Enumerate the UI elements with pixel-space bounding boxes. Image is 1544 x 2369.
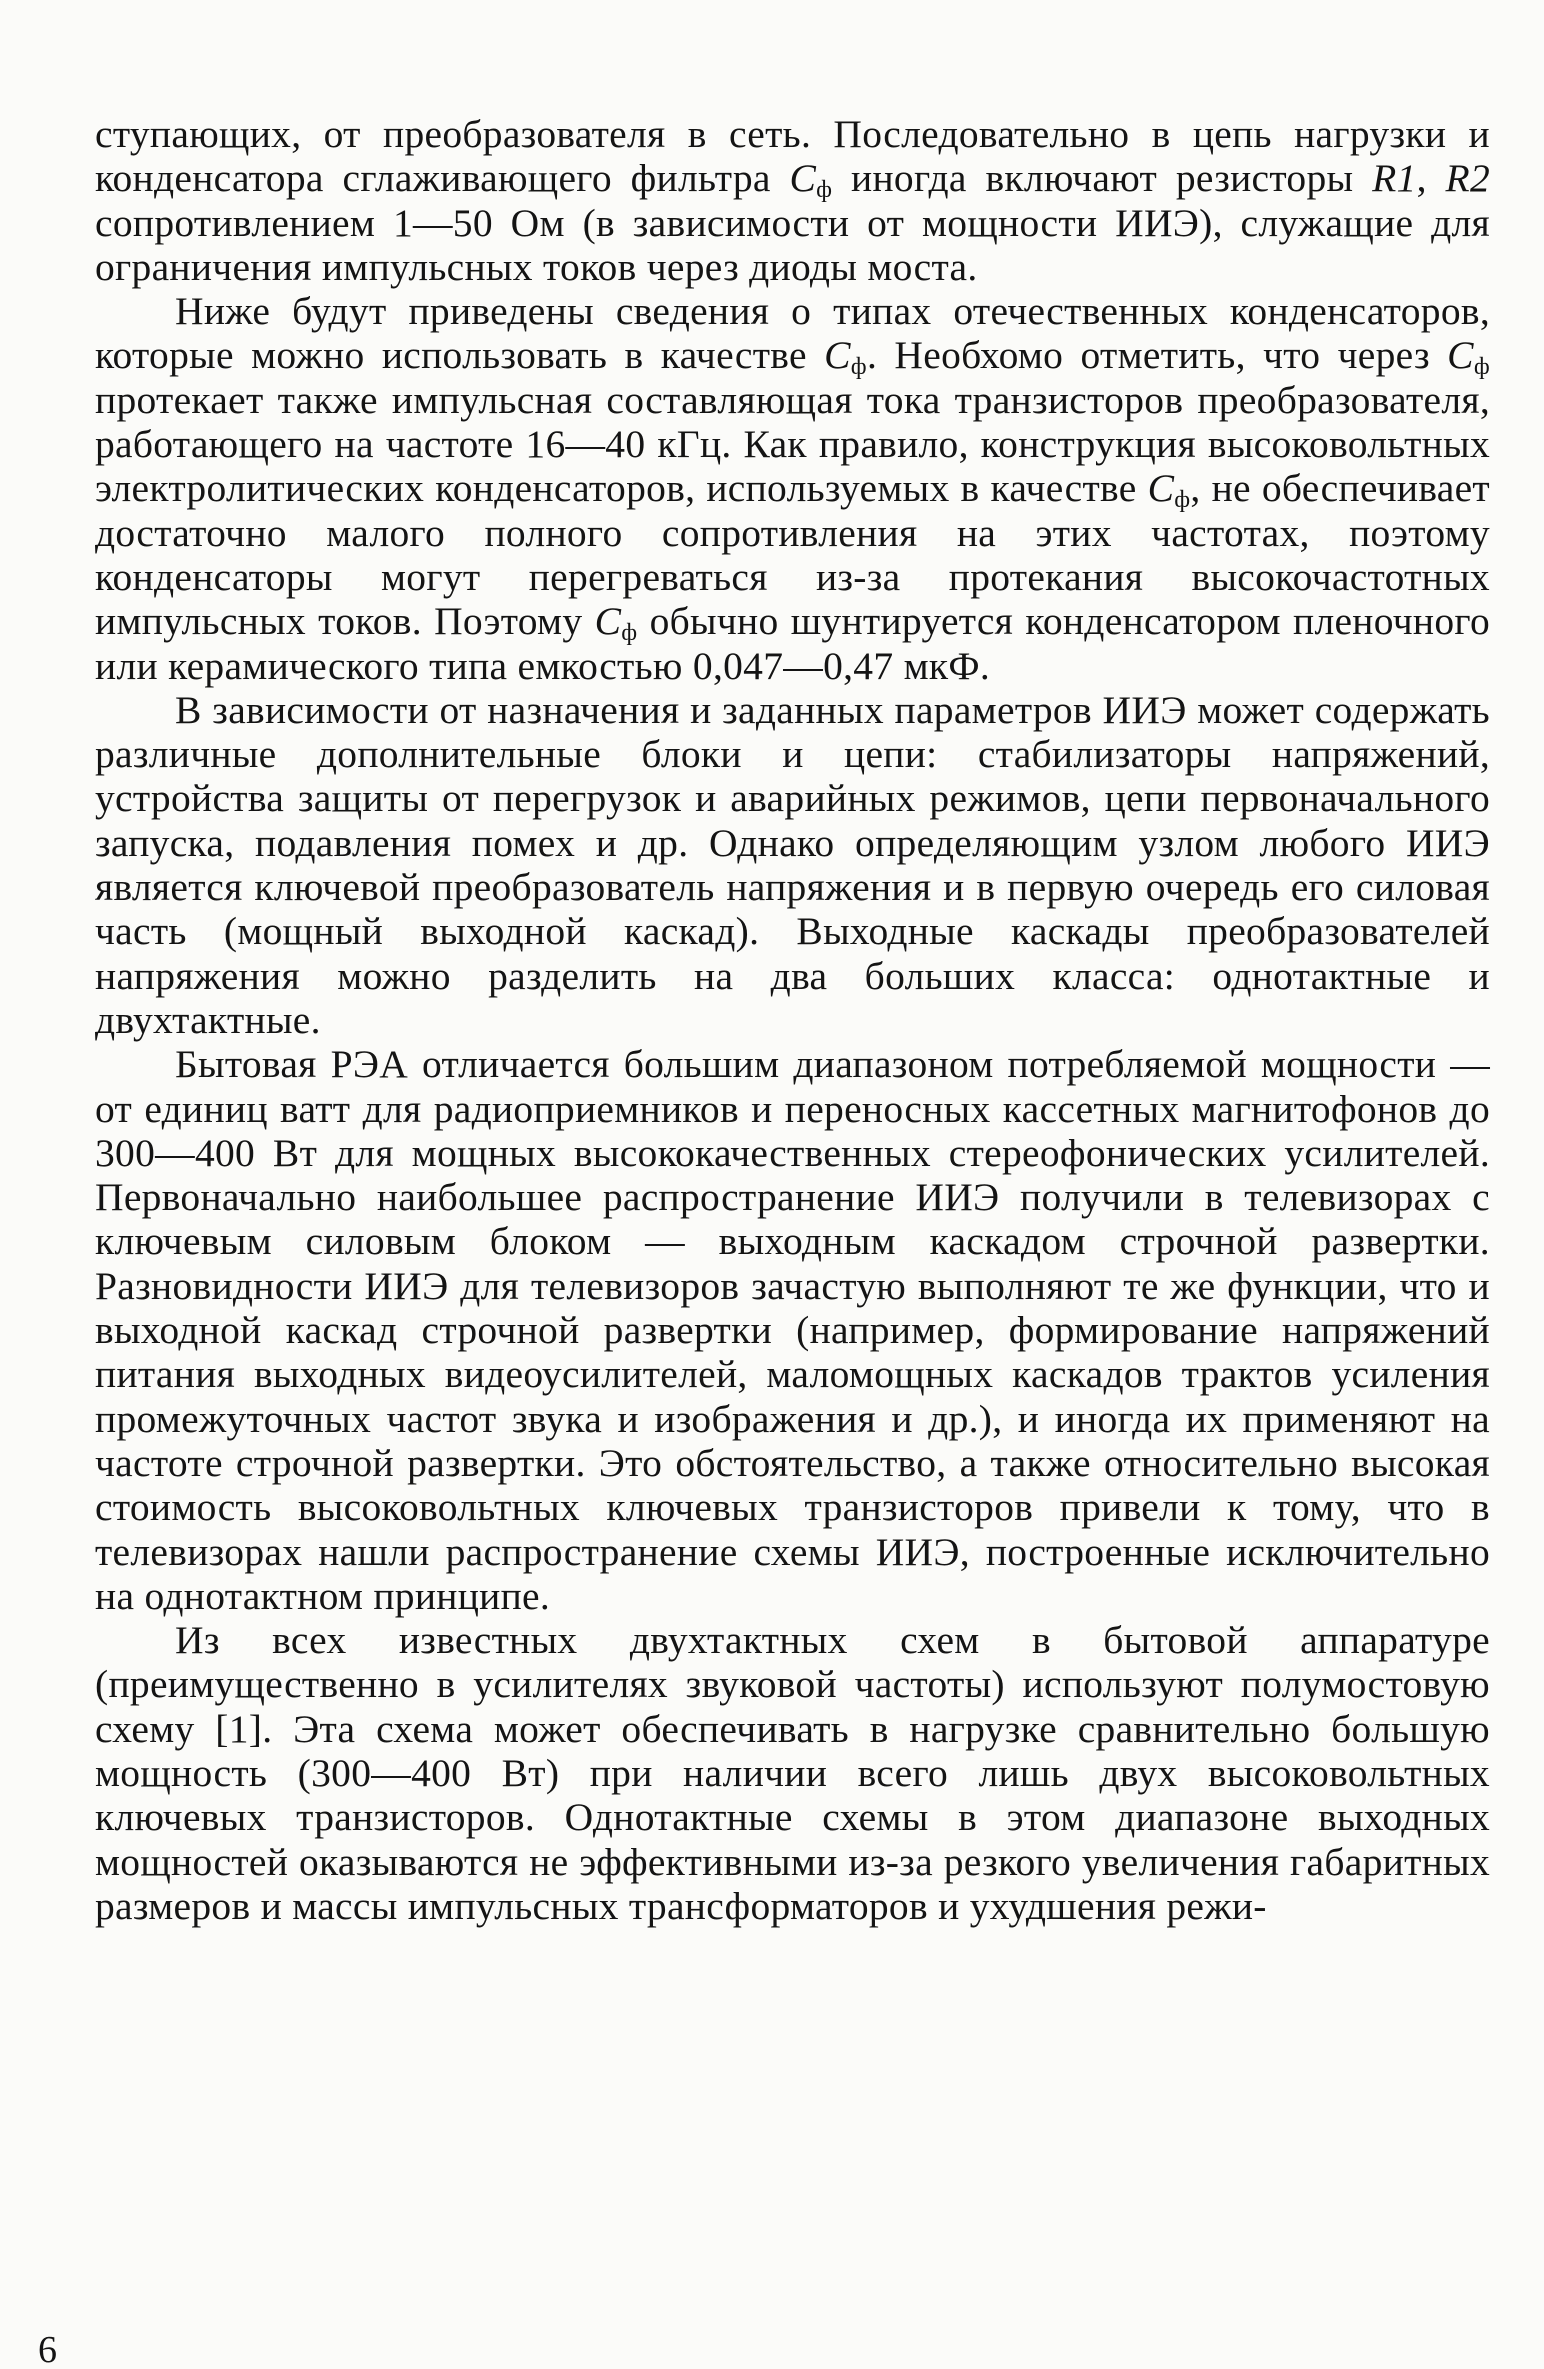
symbol-c: C [824,333,851,378]
symbol-c: C [789,156,817,201]
symbol-c: C [1447,333,1474,378]
symbol-c: C [1147,466,1175,511]
symbol-subscript: ф [816,176,833,204]
paragraph-2-text-a: Ниже будут приведены сведения о типах отечественных конденсаторов, которые можно использовать в качестве [95,289,1490,378]
paragraph-2-text-b: . Необхомо отметить, что через [866,333,1448,378]
paragraph-1-text-d: сопротивлением 1—50 Ом (в зависимости от мощности ИИЭ), служащие для ограничения импульсных токов через диоды моста. [95,200,1490,289]
symbol-r2: R2 [1445,156,1490,201]
symbol-c: C [594,599,622,644]
paragraph-2 [95,289,1490,688]
paragraph-5: Из всех известных двухтактных схем в бытовой аппаратуре (преимущественно в усилителях звуковой частоты) используют полумостовую схему [1]. Эта схема может обеспечивать в нагрузке сравнительно большую мощность (300—400 Вт) при наличии всего лишь двух высоковольтных ключевых транзисторов. Однотактные схемы в этом диапазоне выходных мощностей оказываются не эффективными из-за резкого увеличения габаритных размеров и массы импульсных трансформаторов и ухудшения режи- [95,1618,1490,1928]
paragraph-2-text-e: обычно шунтируется конденсатором пленочного или керамического типа емкостью 0,047—0,47 мкФ. [95,599,1490,688]
paragraph-2-text-c: протекает также импульсная составляющая тока транзисторов преобразователя, работающего на частоте 16—40 кГц. Как правило, конструкция высоковольтных электролитических конденсаторов, используемых в качестве [95,377,1490,511]
symbol-subscript: ф [1473,353,1490,381]
paragraph-1-text-a: ступающих, от преобразователя в сеть. Последовательно в цепь нагрузки и конденсатора сглаживающего фильтра [95,112,1490,201]
paragraph-3: В зависимости от назначения и заданных параметров ИИЭ может содержать различные дополнительные блоки и цепи: стабилизаторы напряжений, устройства защиты от перегрузок и аварийных режимов, цепи первоначального запуска, подавления помех и др. Однако определяющим узлом любого ИИЭ является ключевой преобразователь напряжения и в первую очередь его силовая часть (мощный выходной каскад). Выходные каскады преобразователей напряжения можно разделить на два больших класса: однотактные и двухтактные. [95,687,1490,1042]
symbol-r1: R1 [1372,156,1417,201]
paragraph-1-text-b: иногда включают резисторы [832,156,1373,201]
paragraph-4: Бытовая РЭА отличается большим диапазоном потребляемой мощности — от единиц ватт для радиоприемников и переносных кассетных магнитофонов до 300—400 Вт для мощных высококачественных стереофонических усилителей. Первоначально наибольшее распространение ИИЭ получили в телевизорах с ключевым силовым блоком — выходным каскадом строчной развертки. Разновидности ИИЭ для телевизоров зачастую выполняют те же функции, что и выходной каскад строчной развертки (например, формирование напряжений питания выходных видеоусилителей, маломощных каскадов трактов усиления промежуточных частот звука и изображения и др.), и иногда их применяют на частоте строчной развертки. Это обстоятельство, а также относительно высокая стоимость высоковольтных ключевых транзисторов привели к тому, что в телевизорах нашли распространение схемы ИИЭ, построенные исключительно на однотактном принципе. [95,1042,1490,1618]
symbol-subscript: ф [621,619,638,647]
paragraph-1-text-c: , [1416,156,1446,201]
body-text [95,112,1490,1928]
paragraph-2-text-d: , не обеспечивает достаточно малого полного сопротивления на этих частотах, поэтому конденсаторы могут перегреваться из-за протекания высокочастотных импульсных токов. Поэтому [95,466,1490,644]
page-number: 6 [38,2329,57,2369]
symbol-subscript: ф [850,353,867,381]
paragraph-1 [95,112,1490,289]
symbol-subscript: ф [1174,486,1191,514]
